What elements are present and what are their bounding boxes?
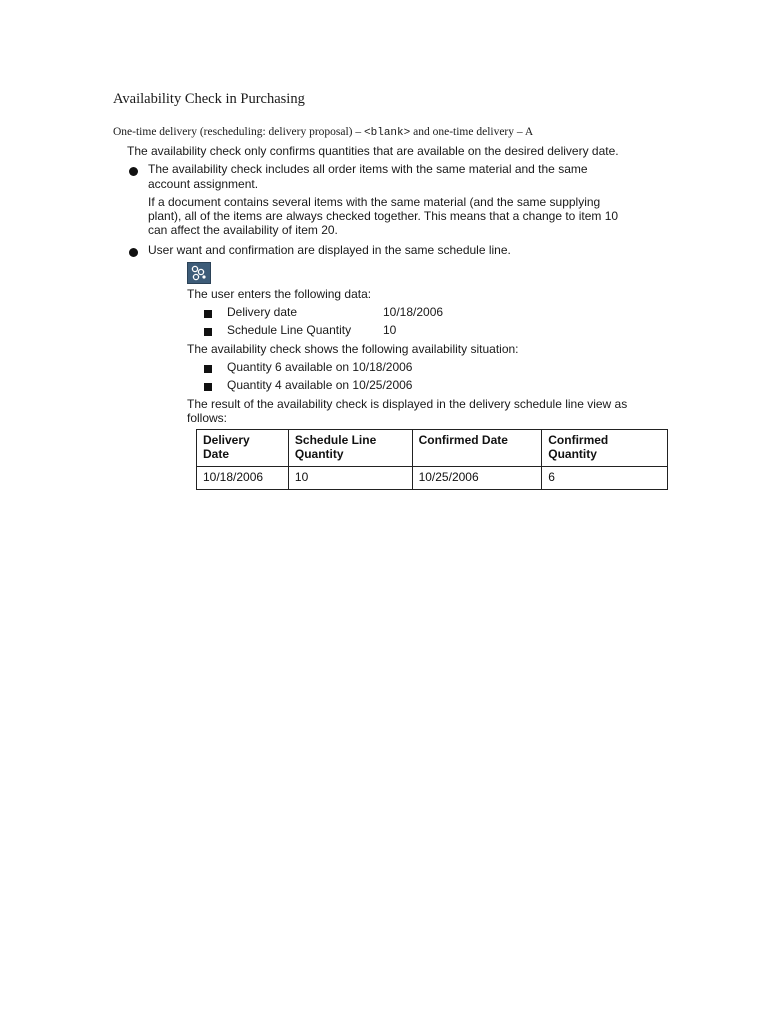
table-cell: 10/25/2006 [412,467,542,490]
subheading-code: <blank> [364,127,411,139]
result-line-1: The result of the availability check is displayed in the delivery schedule line view as [187,397,628,411]
situation-item-1: Quantity 6 available on 10/18/2006 [227,360,413,374]
table-header-cell: Schedule Line Quantity [288,430,412,467]
user-enters-text: The user enters the following data: [187,287,372,301]
bullet-1-line-1: The availability check includes all order items with the same material and the same [148,162,588,176]
example-icon-graphic [188,263,210,283]
example-icon [187,262,211,284]
note-line-3: can affect the availability of item 20. [148,223,338,237]
table-header-row [197,430,668,467]
square-bullet-icon [204,365,212,373]
situation-intro-text: The availability check shows the following availability situation: [187,342,519,356]
input-value-schedule-qty: 10 [383,323,397,337]
note-line-2: plant), all of the items are always checked together. This means that a change to item 10 [148,209,619,223]
intro-paragraph: The availability check only confirms quantities that are available on the desired delivery date. [127,144,619,158]
square-bullet-icon [204,383,212,391]
bullet-icon [129,167,138,176]
input-label-delivery-date: Delivery date [227,305,298,319]
note-line-1: If a document contains several items with the same material (and the same supplying [148,195,601,209]
section-subheading [113,126,533,139]
situation-item-2: Quantity 4 available on 10/25/2006 [227,378,413,392]
table-cell: 10 [288,467,412,490]
table-row [197,467,668,490]
square-bullet-icon [204,310,212,318]
bullet-2-line-1: User want and confirmation are displayed in the same schedule line. [148,243,511,257]
bullet-icon [129,248,138,257]
bullet-1-line-2: account assignment. [148,177,259,191]
table-header-cell: Confirmed Quantity [542,430,668,467]
square-bullet-icon [204,328,212,336]
subheading-text-post: and one-time delivery – A [410,126,534,138]
table-cell: 6 [542,467,668,490]
input-value-delivery-date: 10/18/2006 [383,305,444,319]
schedule-line-table [196,429,668,490]
table-cell: 10/18/2006 [197,467,289,490]
page-title: Availability Check in Purchasing [113,91,305,107]
input-label-schedule-qty: Schedule Line Quantity [227,323,352,337]
table-header-cell: Delivery Date [197,430,289,467]
table-header-cell: Confirmed Date [412,430,542,467]
result-line-2: follows: [187,411,228,425]
subheading-text-pre: One-time delivery (rescheduling: delivery proposal) – [113,126,365,138]
